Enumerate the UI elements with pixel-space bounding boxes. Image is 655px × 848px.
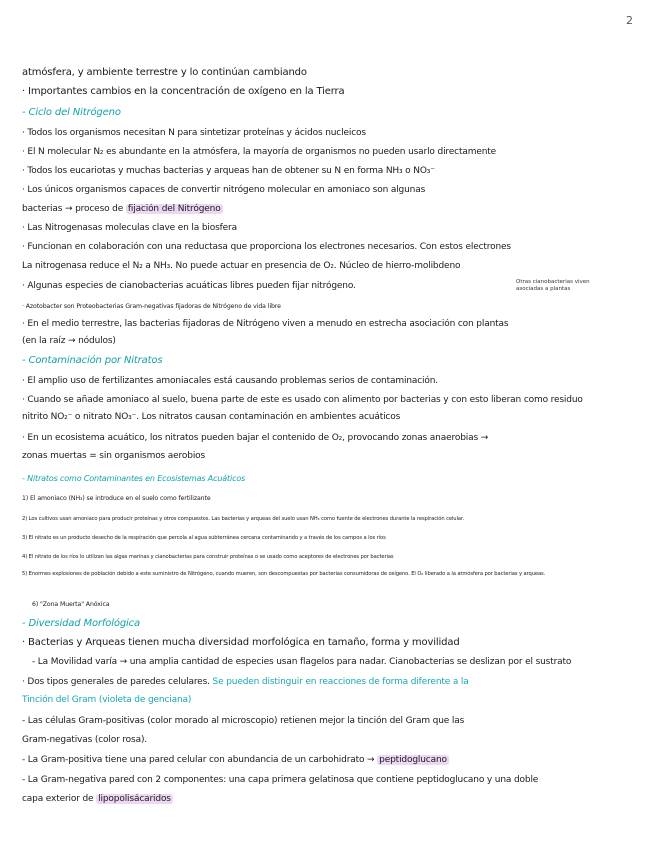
line-1: atmósfera, y ambiente terrestre y lo continúan cambiando [22, 67, 307, 78]
step-1: 1) El amoniaco (NH₃) se introduce en el suelo como fertilizante [22, 495, 211, 502]
side-note [516, 279, 590, 293]
step-4: 4) El nitrato de los ríos lo utilizan las algas marinas y cianobacterias para construir proteínas o se usado como aceptores de electrones por bacterias [22, 554, 394, 560]
line-15: · El amplio uso de fertilizantes amoniacales está causando problemas serios de contaminación. [22, 376, 439, 386]
line-12: · Azotobacter son Proteobacterias Gram-negativas fijadoras de Nitrógeno de vida libre [22, 303, 281, 310]
line-7 [22, 203, 641, 216]
line-17: nitrito NO₂⁻ o nitrato NO₃⁻. Los nitratos causan contaminación en ambientes acuáticos [22, 412, 401, 422]
line-20: · Bacterias y Arqueas tienen mucha diversidad morfológica en tamaño, forma y movilidad [22, 637, 460, 648]
step-2: 2) Los cultivos usan amoniaco para producir proteínas y otros compuestos. Las bacterias y arqueas del suelo usan NH₃ como fuente de electrones durante la respiración celular. [22, 516, 464, 522]
line-10: La nitrogenasa reduce el N₂ a NH₃. No puede actuar en presencia de O₂. Núcleo de hierro-molibdeno [22, 261, 461, 271]
line-28 [22, 793, 641, 806]
heading-nitrate-pollution: - Contaminación por Nitratos [22, 355, 163, 366]
side-note-line-2: asociadas a plantas [516, 286, 571, 292]
gram-positive-wall: - La Gram-positiva tiene una pared celular con abundancia de un carbohidrato → [22, 755, 375, 765]
step-3: 3) El nitrato es un producto desecho de la respiración que percola al agua subterránea cercana contaminando y a través de los campos a los ríos [22, 535, 386, 541]
line-6: · Los únicos organismos capaces de convertir nitrógeno molecular en amoniaco son algunas [22, 185, 426, 195]
line-26 [22, 754, 641, 767]
line-22 [22, 676, 641, 689]
line-2: · Importantes cambios en la concentración de oxígeno en la Tierra [22, 86, 345, 97]
line-16: · Cuando se añade amoniaco al suelo, buena parte de este es usado con alimento por bacterias y con esto liberan como residuo [22, 395, 583, 405]
line-8: · Las Nitrogenasas moleculas clave en la biosfera [22, 223, 237, 233]
fixation-prefix: bacterias → proceso de [22, 204, 124, 214]
step-6: 6) "Zona Muerta" Anóxica [32, 601, 110, 608]
outer-layer: capa exterior de [22, 794, 94, 804]
page-number: 2 [626, 14, 633, 27]
line-18: · En un ecosistema acuático, los nitratos pueden bajar el contenido de O₂, provocando zonas anaerobias → [22, 433, 489, 443]
line-9: · Funcionan en colaboración con una reductasa que proporciona los electrones necesarios. Con estos electrones [22, 242, 511, 252]
heading-nitrogen-cycle: - Ciclo del Nitrógeno [22, 107, 121, 118]
line-25: Gram-negativas (color rosa). [22, 735, 148, 745]
fixation-highlight: fijación del Nitrógeno [127, 204, 221, 214]
line-19: zonas muertas = sin organismos aerobios [22, 451, 206, 461]
gram-distinguish: Se pueden distinguir en reacciones de forma diferente a la [212, 677, 469, 687]
line-13: · En el medio terrestre, las bacterias fijadoras de Nitrógeno viven a menudo en estrecha asociación con plantas [22, 319, 509, 329]
line-21: - La Movilidad varía → una amplia cantidad de especies usan flagelos para nadar. Cianobacterias se deslizan por el sustrato [32, 657, 572, 667]
line-24: - Las células Gram-positivas (color morado al microscopio) retienen mejor la tinción del Gram que las [22, 716, 465, 726]
line-27: - La Gram-negativa pared con 2 componentes: una capa primera gelatinosa que contiene peptidoglucano y una doble [22, 775, 539, 785]
line-11: · Algunas especies de cianobacterias acuáticas libres pueden fijar nitrógeno. [22, 281, 356, 291]
lipopolisacaridos-highlight: lipopolisácaridos [98, 794, 171, 804]
line-5: · Todos los eucariotas y muchas bacterias y arqueas han de obtener su N en forma NH₃ o NO₃⁻ [22, 166, 435, 176]
gentian-violet: (violeta de genciana) [98, 695, 192, 705]
peptidoglucano-highlight: peptidoglucano [379, 755, 447, 765]
side-note-line-1: Otras cianobacterias viven [516, 279, 590, 285]
heading-morphology: - Diversidad Morfológica [22, 618, 140, 629]
line-23 [22, 694, 641, 707]
cell-wall-types: · Dos tipos generales de paredes celulares. [22, 677, 210, 687]
line-4: · El N molecular N₂ es abundante en la atmósfera, la mayoría de organismos no pueden usarlo directamente [22, 147, 497, 157]
step-5: 5) Enormes explosiones de población debido a este suministro de Nitrógeno, cuando mueren, son descompuestas por bacterias consumidoras de oxígeno. El O₂ liberado a la atmósfera por bacterias y arqueas. [22, 571, 546, 577]
gram-stain: Tinción del Gram [22, 695, 97, 705]
line-3: · Todos los organismos necesitan N para sintetizar proteínas y ácidos nucleicos [22, 128, 366, 138]
heading-nitrates-aquatic: - Nitratos como Contaminantes en Ecosistemas Acuáticos [22, 474, 246, 483]
line-14: (en la raíz → nódulos) [22, 336, 116, 346]
